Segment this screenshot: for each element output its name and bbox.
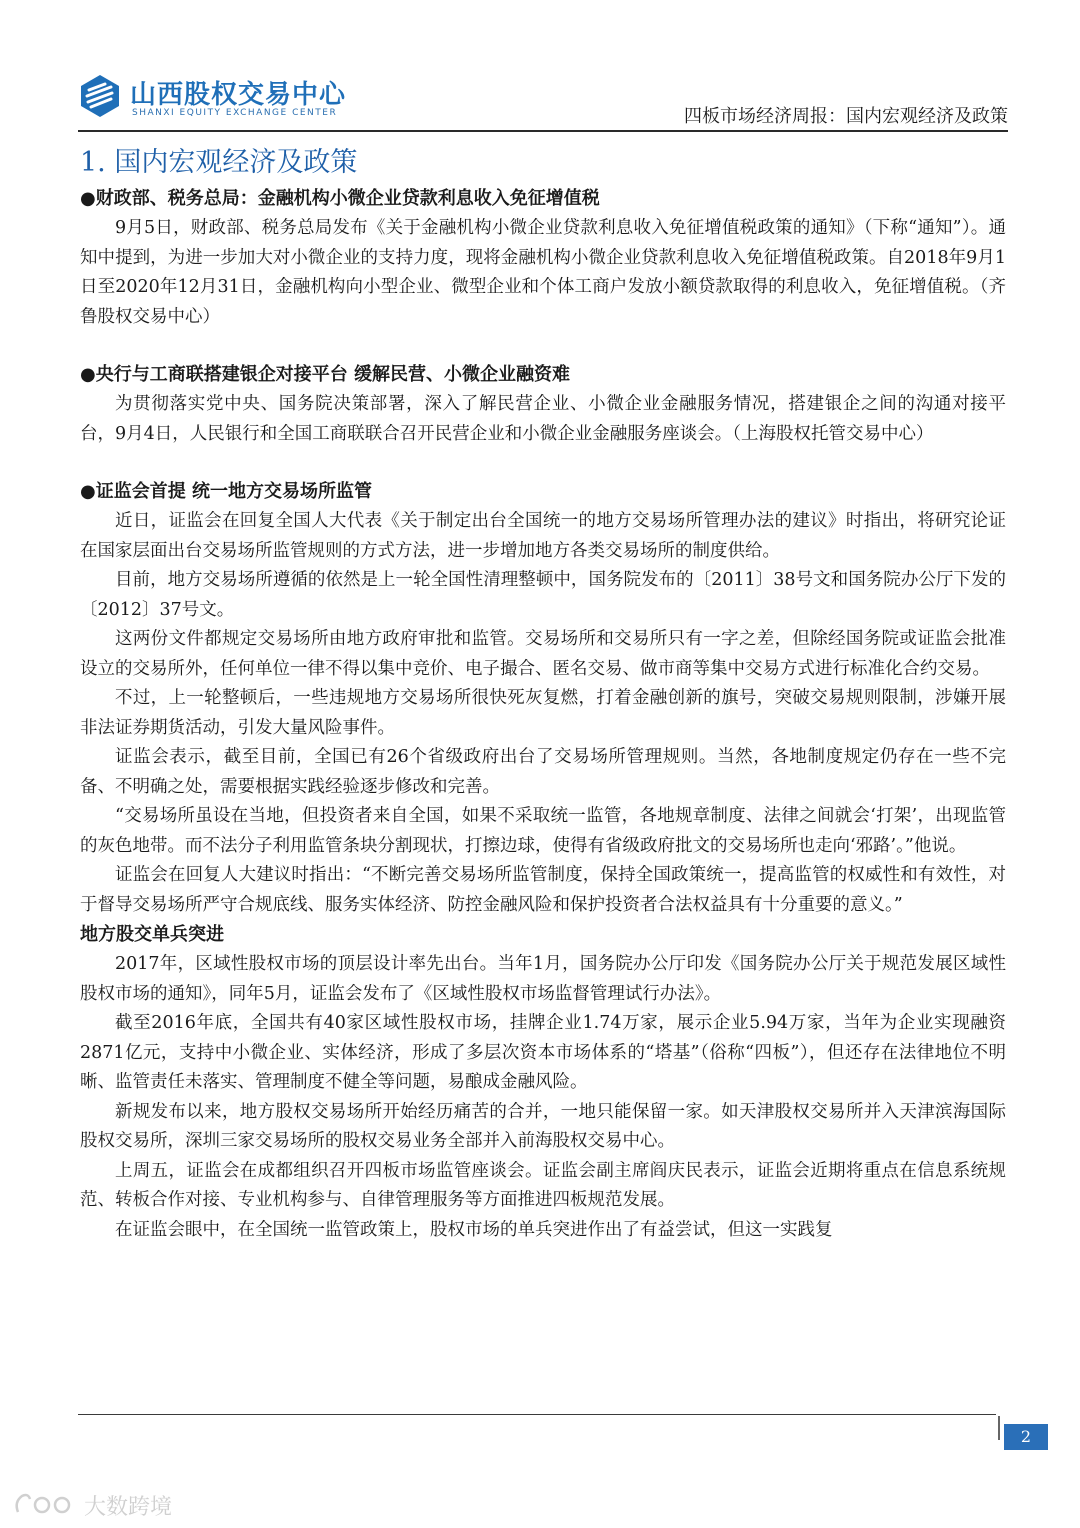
- news-paragraph: 不过，上一轮整顿后，一些违规地方交易场所很快死灰复燃，打着金融创新的旗号，突破交易规则限制，涉嫌开展非法证券期货活动，引发大量风险事件。: [80, 688, 1006, 738]
- news-item: [80, 477, 1006, 1245]
- news-paragraph: “交易场所虽设在当地，但投资者来自全国，如果不采取统一监管，各地规章制度、法律之间就会‘打架’，出现监管的灰色地带。而不法分子利用监管条块分割现状，打擦边球，使得有省级政府批文的交易场所也走向‘邪路’。”他说。: [80, 806, 1006, 856]
- news-paragraph: 9月5日，财政部、税务总局发布《关于金融机构小微企业贷款利息收入免征增值税政策的通知》（下称“通知”）。通知中提到，为进一步加大对小微企业的支持力度，现将金融机构小微企业贷款利息收入免征增值税政策。自2018年9月1日至2020年12月31日，金融机构向小型企业、微型企业和个体工商户发放小额贷款取得的利息收入，免征增值税。（齐鲁股权交易中心）: [80, 218, 1006, 327]
- news-paragraph: 2017年，区域性股权市场的顶层设计率先出台。当年1月，国务院办公厅印发《国务院办公厅关于规范发展区域性股权市场的通知》，同年5月，证监会发布了《区域性股权市场监督管理试行办法》。: [80, 954, 1006, 1004]
- news-paragraph: 新规发布以来，地方股权交易场所开始经历痛苦的合并，一地只能保留一家。如天津股权交易所并入天津滨海国际股权交易所，深圳三家交易场所的股权交易业务全部并入前海股权交易中心。: [80, 1101, 1006, 1151]
- news-item: [80, 184, 1006, 332]
- running-title: 四板市场经济周报：国内宏观经济及政策: [684, 106, 1008, 127]
- news-paragraph: 为贯彻落实党中央、国务院决策部署，深入了解民营企业、小微企业金融服务情况，搭建银企之间的沟通对接平台，9月4日，人民银行和全国工商联联合召开民营企业和小微企业金融服务座谈会。（上海股权托管交易中心）: [80, 394, 1006, 444]
- header-rule: [78, 130, 1008, 132]
- news-heading: ●央行与工商联搭建银企对接平台 缓解民营、小微企业融资难: [80, 364, 570, 385]
- news-paragraph: 证监会在回复人大建议时指出：“不断完善交易场所监管制度，保持全国政策统一，提高监管的权威性和有效性，对于督导交易场所严守合规底线、服务实体经济、防控金融风险和保护投资者合法权益具有十分重要的意义。”: [80, 865, 1006, 915]
- section-title: 1. 国内宏观经济及政策: [80, 147, 358, 178]
- news-heading: ●财政部、税务总局：金融机构小微企业贷款利息收入免征增值税: [80, 188, 600, 209]
- news-paragraph: 截至2016年底，全国共有40家区域性股权市场，挂牌企业1.74万家，展示企业5.94万家，当年为企业实现融资2871亿元，支持中小微企业、实体经济，形成了多层次资本市场体系的“塔基”（俗称“四板”），但还存在法律地位不明晰、监管责任未落实、管理制度不健全等问题，易酿成金融风险。: [80, 1013, 1006, 1092]
- footer-tick: [998, 1416, 1000, 1440]
- footer-rule: [78, 1414, 996, 1415]
- news-paragraph: 近日，证监会在回复全国人大代表《关于制定出台全国统一的地方交易场所管理办法的建议》时指出，将研究论证在国家层面出台交易场所监管规则的方式方法，进一步增加地方各类交易场所的制度供给。: [80, 511, 1006, 561]
- news-paragraph: 上周五，证监会在成都组织召开四板市场监管座谈会。证监会副主席阎庆民表示，证监会近期将重点在信息系统规范、转板合作对接、专业机构参与、自律管理服务等方面推进四板规范发展。: [80, 1160, 1006, 1210]
- exchange-logo-icon: [78, 74, 122, 118]
- logo-chinese-name: 山西股权交易中心: [130, 80, 347, 110]
- watermark-logo-icon: [12, 1490, 80, 1520]
- news-paragraph: 目前，地方交易场所遵循的依然是上一轮全国性清理整顿中，国务院发布的〔2011〕38号文和国务院办公厅下发的〔2012〕37号文。: [80, 570, 1006, 620]
- news-heading: ●证监会首提 统一地方交易场所监管: [80, 481, 372, 502]
- article-body: [80, 184, 1006, 1245]
- page-header: [78, 68, 1008, 130]
- news-paragraph: 这两份文件都规定交易场所由地方政府审批和监管。交易场所和交易所只有一字之差，但除经国务院或证监会批准设立的交易所外，任何单位一律不得以集中竞价、电子撮合、匿名交易、做市商等集中交易方式进行标准化合约交易。: [80, 629, 1006, 679]
- watermark-text: 大数跨境: [84, 1495, 173, 1520]
- sub-heading: 地方股交单兵突进: [80, 924, 224, 945]
- news-paragraph: 证监会表示，截至目前，全国已有26个省级政府出台了交易场所管理规则。当然，各地制度规定仍存在一些不完备、不明确之处，需要根据实践经验逐步修改和完善。: [80, 747, 1006, 797]
- page-number: 2: [1004, 1424, 1048, 1450]
- logo-english-name: SHANXI EQUITY EXCHANGE CENTER: [132, 108, 338, 118]
- news-item: [80, 360, 1006, 449]
- news-paragraph: 在证监会眼中，在全国统一监管政策上，股权市场的单兵突进作出了有益尝试，但这一实践复: [115, 1219, 833, 1240]
